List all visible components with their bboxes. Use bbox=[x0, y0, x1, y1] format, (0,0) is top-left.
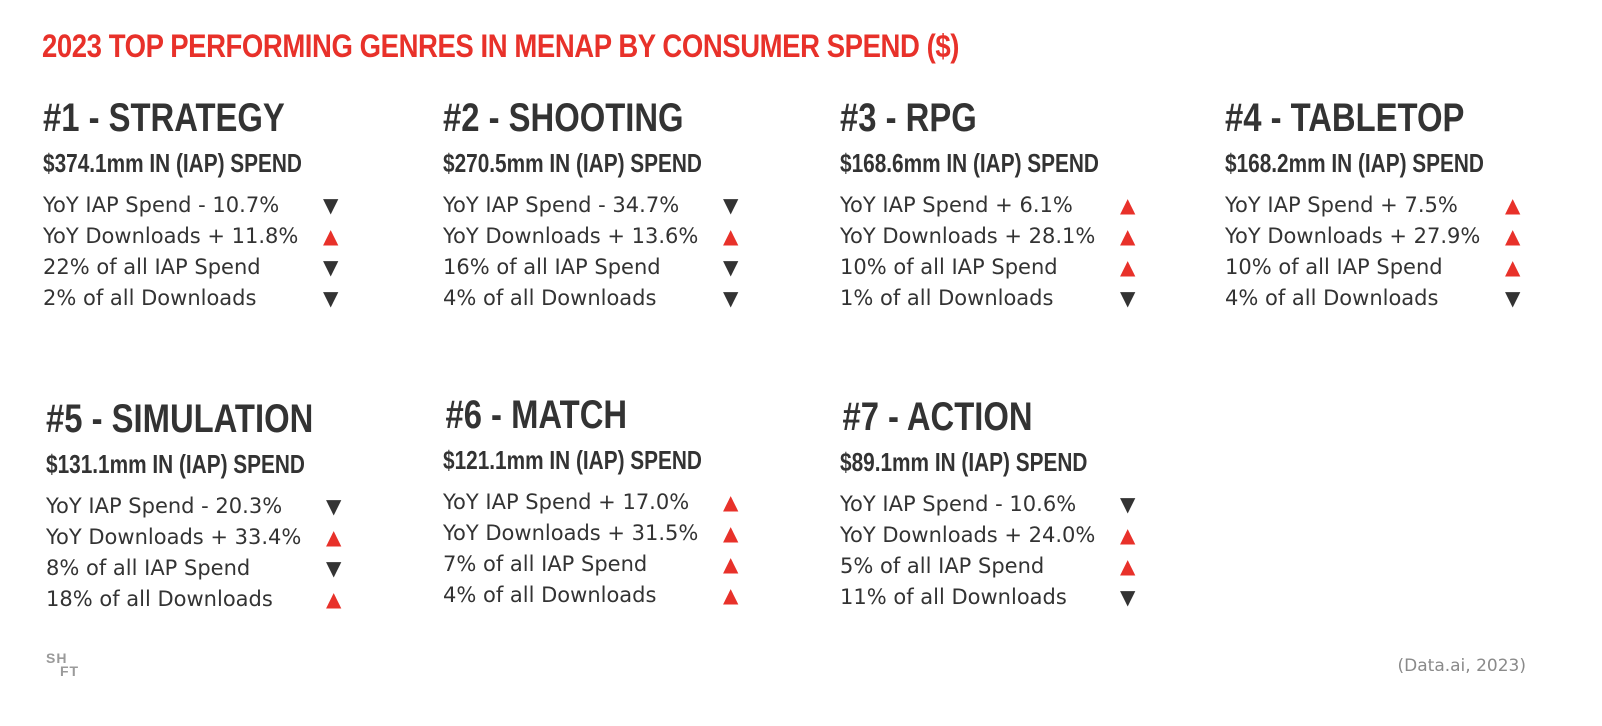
trend-up-icon: ▲ bbox=[723, 224, 739, 248]
stats-list bbox=[46, 491, 386, 615]
stat-row bbox=[443, 190, 783, 221]
trend-down-icon: ▼ bbox=[1505, 286, 1521, 310]
stat-row bbox=[840, 252, 1180, 283]
stats-list bbox=[443, 190, 783, 314]
trend-up-icon: ▲ bbox=[723, 583, 739, 607]
trend-up-icon: ▲ bbox=[1120, 193, 1136, 217]
stat-row bbox=[1225, 283, 1565, 314]
stats-list bbox=[1225, 190, 1565, 314]
stat-row bbox=[43, 283, 383, 314]
stat-row bbox=[443, 518, 783, 549]
genre-spend: $89.1mm IN (IAP) SPEND bbox=[840, 447, 1088, 477]
trend-up-icon: ▲ bbox=[326, 587, 342, 611]
stat-label: 10% of all IAP Spend bbox=[840, 255, 1058, 279]
stat-row bbox=[1225, 221, 1565, 252]
trend-up-icon: ▲ bbox=[723, 490, 739, 514]
stat-label: YoY Downloads + 27.9% bbox=[1225, 224, 1481, 248]
trend-down-icon: ▼ bbox=[323, 255, 339, 279]
genre-card-strategy bbox=[43, 96, 383, 314]
stat-label: YoY IAP Spend - 20.3% bbox=[46, 494, 283, 518]
stats-list bbox=[840, 190, 1180, 314]
logo-line-2: FT bbox=[60, 663, 80, 679]
stat-row bbox=[443, 580, 783, 611]
stat-row bbox=[443, 221, 783, 252]
stat-row bbox=[443, 487, 783, 518]
stat-label: 4% of all Downloads bbox=[1225, 286, 1439, 310]
genre-card-match bbox=[443, 393, 783, 611]
stat-row bbox=[840, 551, 1180, 582]
genre-spend: $374.1mm IN (IAP) SPEND bbox=[43, 148, 302, 178]
trend-down-icon: ▼ bbox=[323, 193, 339, 217]
stat-row bbox=[443, 252, 783, 283]
stat-label: 8% of all IAP Spend bbox=[46, 556, 251, 580]
stat-label: 4% of all Downloads bbox=[443, 286, 657, 310]
trend-down-icon: ▼ bbox=[1120, 585, 1136, 609]
stat-label: 5% of all IAP Spend bbox=[840, 554, 1045, 578]
stat-row bbox=[840, 520, 1180, 551]
stat-row bbox=[840, 190, 1180, 221]
genre-card-tabletop bbox=[1225, 96, 1565, 314]
trend-down-icon: ▼ bbox=[1120, 286, 1136, 310]
stats-list bbox=[840, 489, 1180, 613]
genre-title: #7 - ACTION bbox=[842, 395, 1033, 439]
stat-label: YoY IAP Spend - 34.7% bbox=[443, 193, 680, 217]
genre-card-simulation bbox=[46, 397, 386, 615]
stats-list bbox=[443, 487, 783, 611]
trend-up-icon: ▲ bbox=[1505, 255, 1521, 279]
trend-down-icon: ▼ bbox=[1120, 492, 1136, 516]
stat-row bbox=[46, 553, 386, 584]
trend-down-icon: ▼ bbox=[723, 193, 739, 217]
stat-row bbox=[840, 489, 1180, 520]
trend-up-icon: ▲ bbox=[1120, 255, 1136, 279]
genre-spend: $121.1mm IN (IAP) SPEND bbox=[443, 445, 702, 475]
stat-label: YoY Downloads + 28.1% bbox=[840, 224, 1096, 248]
trend-down-icon: ▼ bbox=[723, 255, 739, 279]
trend-up-icon: ▲ bbox=[326, 525, 342, 549]
stat-row bbox=[840, 221, 1180, 252]
stat-row bbox=[1225, 190, 1565, 221]
trend-down-icon: ▼ bbox=[326, 494, 342, 518]
stat-label: 10% of all IAP Spend bbox=[1225, 255, 1443, 279]
trend-up-icon: ▲ bbox=[1120, 554, 1136, 578]
logo-line-1: SH bbox=[46, 650, 68, 666]
stat-label: YoY IAP Spend + 17.0% bbox=[443, 490, 690, 514]
stats-list bbox=[43, 190, 383, 314]
genre-spend: $168.2mm IN (IAP) SPEND bbox=[1225, 148, 1484, 178]
genre-title: #6 - MATCH bbox=[445, 393, 628, 437]
stat-label: 1% of all Downloads bbox=[840, 286, 1054, 310]
genre-card-action bbox=[840, 395, 1180, 613]
stat-label: YoY Downloads + 24.0% bbox=[840, 523, 1096, 547]
trend-up-icon: ▲ bbox=[1120, 523, 1136, 547]
stat-row bbox=[840, 283, 1180, 314]
genre-spend: $131.1mm IN (IAP) SPEND bbox=[46, 449, 305, 479]
stat-label: 22% of all IAP Spend bbox=[43, 255, 261, 279]
genre-title: #4 - TABLETOP bbox=[1225, 96, 1465, 140]
trend-up-icon: ▲ bbox=[1505, 224, 1521, 248]
trend-up-icon: ▲ bbox=[1120, 224, 1136, 248]
stat-row bbox=[1225, 252, 1565, 283]
page-title: 2023 TOP PERFORMING GENRES IN MENAP BY CONSUMER SPEND ($) bbox=[42, 28, 959, 64]
stat-label: 16% of all IAP Spend bbox=[443, 255, 661, 279]
stat-row bbox=[46, 522, 386, 553]
genre-card-shooting bbox=[443, 96, 783, 314]
genre-title: #1 - STRATEGY bbox=[43, 96, 285, 140]
genre-title: #2 - SHOOTING bbox=[443, 96, 684, 140]
trend-down-icon: ▼ bbox=[723, 286, 739, 310]
stat-row bbox=[443, 283, 783, 314]
stat-label: 2% of all Downloads bbox=[43, 286, 257, 310]
trend-down-icon: ▼ bbox=[323, 286, 339, 310]
trend-down-icon: ▼ bbox=[326, 556, 342, 580]
shft-logo bbox=[46, 652, 98, 680]
stat-label: 18% of all Downloads bbox=[46, 587, 273, 611]
genre-title: #3 - RPG bbox=[840, 96, 977, 140]
genre-title: #5 - SIMULATION bbox=[46, 397, 314, 441]
stat-row bbox=[46, 584, 386, 615]
stat-label: YoY IAP Spend - 10.7% bbox=[43, 193, 280, 217]
stat-row bbox=[43, 221, 383, 252]
stat-label: YoY Downloads + 13.6% bbox=[443, 224, 699, 248]
trend-up-icon: ▲ bbox=[323, 224, 339, 248]
stat-row bbox=[46, 491, 386, 522]
genre-card-rpg bbox=[840, 96, 1180, 314]
stat-row bbox=[43, 190, 383, 221]
stat-row bbox=[443, 549, 783, 580]
stat-label: YoY Downloads + 33.4% bbox=[46, 525, 302, 549]
stat-label: YoY Downloads + 31.5% bbox=[443, 521, 699, 545]
stat-row bbox=[840, 582, 1180, 613]
stat-label: YoY Downloads + 11.8% bbox=[43, 224, 299, 248]
stat-label: YoY IAP Spend + 6.1% bbox=[840, 193, 1073, 217]
stat-label: YoY IAP Spend + 7.5% bbox=[1225, 193, 1458, 217]
genre-spend: $168.6mm IN (IAP) SPEND bbox=[840, 148, 1099, 178]
trend-up-icon: ▲ bbox=[723, 521, 739, 545]
source-note: (Data.ai, 2023) bbox=[1397, 656, 1526, 676]
trend-up-icon: ▲ bbox=[1505, 193, 1521, 217]
stat-label: 11% of all Downloads bbox=[840, 585, 1067, 609]
genre-spend: $270.5mm IN (IAP) SPEND bbox=[443, 148, 702, 178]
stat-label: YoY IAP Spend - 10.6% bbox=[840, 492, 1077, 516]
trend-up-icon: ▲ bbox=[723, 552, 739, 576]
stat-label: 4% of all Downloads bbox=[443, 583, 657, 607]
stat-row bbox=[43, 252, 383, 283]
stat-label: 7% of all IAP Spend bbox=[443, 552, 648, 576]
